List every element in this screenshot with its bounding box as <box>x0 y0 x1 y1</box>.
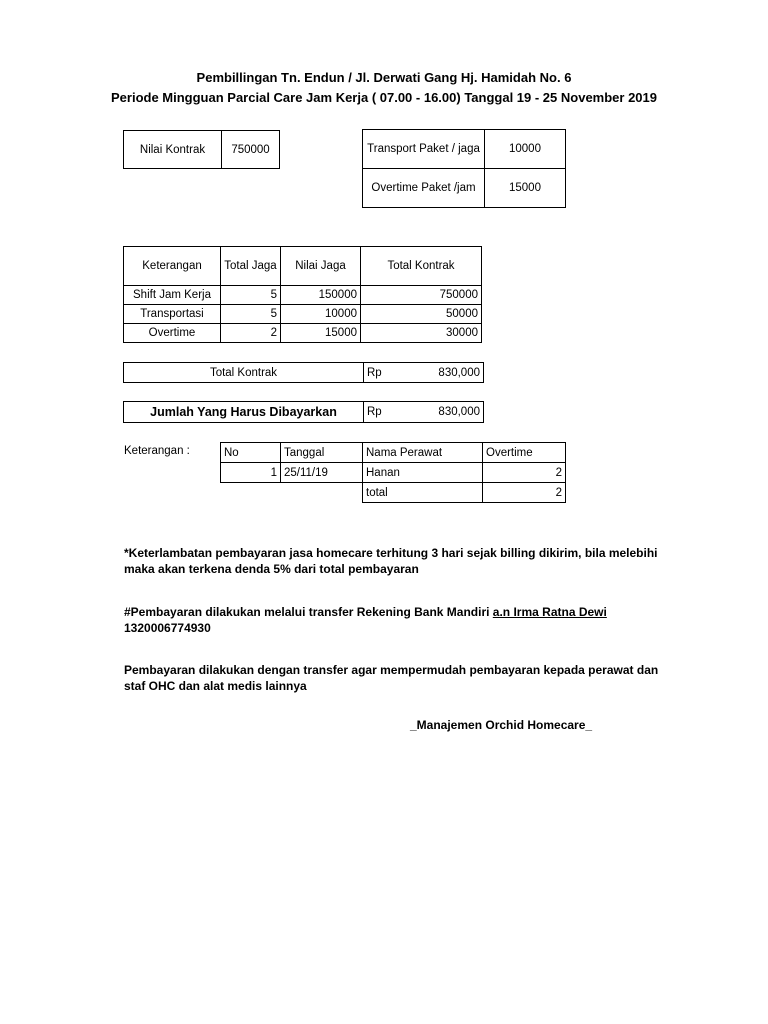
total-contract-table <box>123 362 484 383</box>
row-label: Overtime <box>124 324 221 343</box>
total-contract-value: 830,000 <box>394 363 484 383</box>
row-nilai-jaga: 150000 <box>281 286 361 305</box>
row-total-jaga: 5 <box>221 305 281 324</box>
row-tanggal: 25/11/19 <box>281 463 363 483</box>
row-overtime: 2 <box>483 463 566 483</box>
amount-due-table <box>123 401 484 423</box>
transport-package-label: Transport Paket / jaga <box>363 130 485 169</box>
row-nilai-jaga: 15000 <box>281 324 361 343</box>
total-contract-currency: Rp <box>364 363 394 383</box>
row-total-kontrak: 50000 <box>361 305 482 324</box>
row-label: Shift Jam Kerja <box>124 286 221 305</box>
document-period: Periode Mingguan Parcial Care Jam Kerja ( 07.00 - 16.00) Tanggal 19 - 25 November 2019 <box>111 90 657 105</box>
overtime-package-value: 15000 <box>485 169 566 208</box>
transfer-text: #Pembayaran dilakukan melalui transfer Rekening Bank Mandiri <box>124 605 493 619</box>
package-table <box>362 129 566 208</box>
header-overtime: Overtime <box>483 443 566 463</box>
signature: _Manajemen Orchid Homecare_ <box>410 718 593 732</box>
contract-value-table <box>123 130 280 169</box>
table-row <box>124 286 482 305</box>
header-total-kontrak: Total Kontrak <box>361 247 482 286</box>
row-nama-perawat: Hanan <box>363 463 483 483</box>
amount-due-label: Jumlah Yang Harus Dibayarkan <box>124 402 364 423</box>
header-keterangan: Keterangan <box>124 247 221 286</box>
contract-value: 750000 <box>222 131 280 169</box>
transport-package-value: 10000 <box>485 130 566 169</box>
header-total-jaga: Total Jaga <box>221 247 281 286</box>
header-tanggal: Tanggal <box>281 443 363 463</box>
total-label: total <box>363 483 483 503</box>
table-row <box>124 305 482 324</box>
table-row <box>124 324 482 343</box>
row-total-jaga: 5 <box>221 286 281 305</box>
header-nilai-jaga: Nilai Jaga <box>281 247 361 286</box>
amount-due-value: 830,000 <box>394 402 484 423</box>
amount-due-currency: Rp <box>364 402 394 423</box>
header-no: No <box>221 443 281 463</box>
account-number: 1320006774930 <box>124 621 211 635</box>
row-total-jaga: 2 <box>221 324 281 343</box>
row-nilai-jaga: 10000 <box>281 305 361 324</box>
row-total-kontrak: 30000 <box>361 324 482 343</box>
overtime-detail-label: Keterangan : <box>124 445 190 457</box>
row-total-kontrak: 750000 <box>361 286 482 305</box>
total-contract-label: Total Kontrak <box>124 363 364 383</box>
document-title: Pembillingan Tn. Endun / Jl. Derwati Gang Hj. Hamidah No. 6 <box>196 70 572 85</box>
purpose-note: Pembayaran dilakukan dengan transfer agar mempermudah pembayaran kepada perawat dan staf OHC dan alat medis lainnya <box>124 663 659 693</box>
late-payment-note: *Keterlambatan pembayaran jasa homecare terhitung 3 hari sejak billing dikirim, bila melebihi maka akan terkena denda 5% dari total pembayaran <box>124 546 658 576</box>
header-nama-perawat: Nama Perawat <box>363 443 483 463</box>
row-no: 1 <box>221 463 281 483</box>
contract-label: Nilai Kontrak <box>124 131 222 169</box>
overtime-detail-table <box>220 442 566 503</box>
account-holder: a.n Irma Ratna Dewi <box>492 605 607 619</box>
transfer-note <box>124 604 664 636</box>
row-label: Transportasi <box>124 305 221 324</box>
billing-breakdown-table <box>123 246 482 343</box>
total-value: 2 <box>483 483 566 503</box>
overtime-package-label: Overtime Paket /jam <box>363 169 485 208</box>
table-row <box>221 463 566 483</box>
